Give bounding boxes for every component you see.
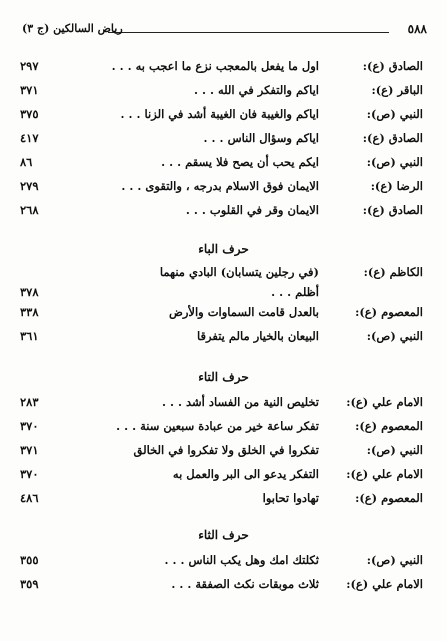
entry-text: ثلاث موبقات نكث الصفقة . . . <box>171 577 319 591</box>
index-entry <box>0 176 447 196</box>
entry-text: الايمان وقر في القلوب . . . <box>185 203 319 217</box>
entry-speaker: الصادق (ع): <box>362 59 423 73</box>
entry-page-number: ٨٦ <box>20 155 33 169</box>
entry-speaker: الكاظم (ع): <box>363 265 423 279</box>
entry-page-number: ٣٧٥ <box>20 107 39 121</box>
index-entry <box>0 326 447 346</box>
entry-page-number: ٣٥٩ <box>20 577 39 591</box>
entry-page-number: ٣٧١ <box>20 83 39 97</box>
index-entry <box>0 488 447 508</box>
page-header <box>18 22 429 40</box>
section-heading: حرف الباء <box>198 242 249 256</box>
entry-text: الايمان فوق الاسلام بدرجه ، والتقوى . . . <box>121 179 319 193</box>
entry-text: تفكر ساعة خير من عبادة سبعين سنة . . . <box>116 419 319 433</box>
entry-speaker: الرضا (ع): <box>370 179 423 193</box>
entry-page-number: ٣٧٠ <box>20 467 39 481</box>
entry-page-number: ٣٥٥ <box>20 553 39 567</box>
section-heading: حرف الثاء <box>198 528 249 542</box>
entry-speaker: المعصوم (ع): <box>355 419 423 433</box>
index-entry <box>0 302 447 322</box>
entry-speaker: الصادق (ع): <box>362 203 423 217</box>
entry-page-number: ٢٨٣ <box>20 395 39 409</box>
entry-page-number: ٢٧٩ <box>20 179 39 193</box>
entry-text: أظلم . . . <box>271 285 319 299</box>
entry-page-number: ٤٨٦ <box>20 491 39 505</box>
index-entry <box>0 464 447 484</box>
entry-page-number: ٣٧٠ <box>20 419 39 433</box>
entry-text: (في رجلين يتسابان) البادي منهما <box>159 265 319 279</box>
index-entry <box>0 152 447 172</box>
entry-speaker: الباقر (ع): <box>371 83 423 97</box>
entry-text: تخليص النية من الفساد أشد . . . <box>161 395 319 409</box>
entry-text: اول ما يفعل بالمعجب نزع ما اعجب به . . . <box>111 59 319 73</box>
section-heading: حرف التاء <box>198 370 249 384</box>
index-entry <box>0 282 447 302</box>
entry-text: التفكر يدعو الى البر والعمل به <box>172 467 319 481</box>
entry-speaker: المعصوم (ع): <box>355 491 423 505</box>
index-entry <box>0 80 447 100</box>
entry-page-number: ٢٩٧ <box>20 59 39 73</box>
entry-speaker: المعصوم (ع): <box>355 305 423 319</box>
entry-text: اياكم والتفكر في الله . . . <box>193 83 319 97</box>
entry-speaker: النبي (ص): <box>366 155 423 169</box>
entry-speaker: الصادق (ع): <box>362 131 423 145</box>
entry-speaker: الامام علي (ع): <box>346 395 423 409</box>
header-rule <box>108 32 389 33</box>
index-entry <box>0 128 447 148</box>
entry-page-number: ٣٦١ <box>20 329 39 343</box>
entry-page-number: ٢٦٨ <box>20 203 39 217</box>
entry-text: ثكلتك امك وهل يكب الناس . . . <box>164 553 319 567</box>
entry-speaker: النبي (ص): <box>366 329 423 343</box>
entry-page-number: ٣٣٨ <box>20 305 39 319</box>
index-entry <box>0 392 447 412</box>
entry-text: بالعدل قامت السماوات والأرض <box>168 305 319 319</box>
entry-speaker: الامام علي (ع): <box>346 577 423 591</box>
index-entry <box>0 550 447 570</box>
entry-page-number: ٤١٧ <box>20 131 39 145</box>
entry-text: ايكم يحب أن يصح فلا يسقم . . . <box>161 155 319 169</box>
entry-speaker: النبي (ص): <box>366 443 423 457</box>
entry-speaker: الامام علي (ع): <box>346 467 423 481</box>
entry-text: تهادوا تحابوا <box>262 491 319 505</box>
index-entry <box>0 262 447 282</box>
index-entry <box>0 200 447 220</box>
entry-speaker: النبي (ص): <box>366 107 423 121</box>
entry-text: اياكم والغيبة فان الغيبة أشد في الزنا . . . <box>120 107 319 121</box>
entry-page-number: ٣٧١ <box>20 443 39 457</box>
index-entry <box>0 416 447 436</box>
entry-text: البيعان بالخيار مالم يتفرقا <box>197 329 319 343</box>
index-entry <box>0 574 447 594</box>
index-entry <box>0 56 447 76</box>
entry-text: تفكروا في الخلق ولا تفكروا في الخالق <box>133 443 319 457</box>
index-entry <box>0 104 447 124</box>
entry-page-number: ٣٧٨ <box>20 285 39 299</box>
index-entry <box>0 440 447 460</box>
entry-text: اياكم وسؤال الناس . . . <box>203 131 319 145</box>
book-title: رياض السالكين (ج ٣) <box>22 22 123 35</box>
page-number: ٥٨٨ <box>407 22 427 36</box>
entry-speaker: النبي (ص): <box>366 553 423 567</box>
